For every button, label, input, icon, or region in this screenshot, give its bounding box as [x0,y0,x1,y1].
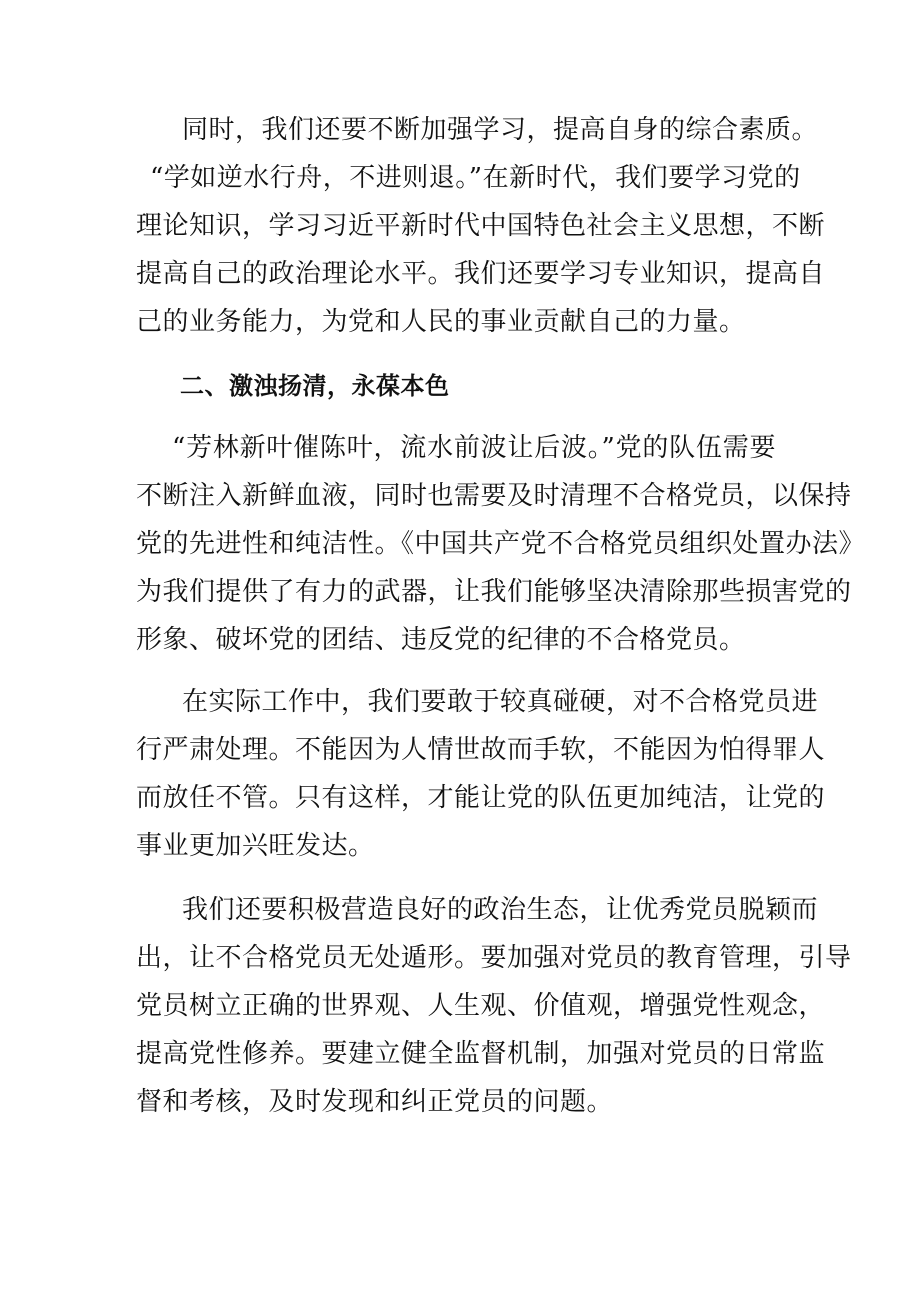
paragraph-3-line-3: 而放任不管。只有这样，才能让党的队伍更加纯洁，让党的 [136,783,826,813]
paragraph-2-line-4: 为我们提供了有力的武器，让我们能够坚决清除那些损害党的 [136,577,852,607]
paragraph-1-line-1: 同时，我们还要不断加强学习，提高自身的综合素质。 [182,115,819,145]
paragraph-4-line-1: 我们还要积极营造良好的政治生态，让优秀党员脱颖而 [182,895,819,925]
paragraph-1-line-2: “学如逆水行舟，不进则退。”在新时代，我们要学习党的 [150,163,801,193]
paragraph-3-line-4: 事业更加兴旺发达。 [136,831,375,861]
paragraph-4-line-5: 督和考核，及时发现和纠正党员的问题。 [136,1087,614,1117]
section-heading: 二、激浊扬清，永葆本色 [180,372,450,400]
paragraph-2-line-1: “芳林新叶催陈叶，流水前波让后波。”党的队伍需要 [172,433,776,463]
paragraph-4-line-2: 出，让不合格党员无处遁形。要加强对党员的教育管理，引导 [136,943,852,973]
paragraph-4-line-3: 党员树立正确的世界观、人生观、价值观，增强党性观念， [136,991,826,1021]
paragraph-1-line-4: 提高自己的政治理论水平。我们还要学习专业知识，提高自 [136,259,826,289]
paragraph-1-line-5: 己的业务能力，为党和人民的事业贡献自己的力量。 [136,307,746,337]
paragraph-2-line-2: 不断注入新鲜血液，同时也需要及时清理不合格党员，以保持 [136,481,852,511]
paragraph-2-line-5: 形象、破坏党的团结、违反党的纪律的不合格党员。 [136,625,746,655]
paragraph-3-line-2: 行严肃处理。不能因为人情世故而手软，不能因为怕得罪人 [136,735,826,765]
paragraph-1-line-3: 理论知识，学习习近平新时代中国特色社会主义思想，不断 [136,211,826,241]
paragraph-3-line-1: 在实际工作中，我们要敢于较真碰硬，对不合格党员进 [182,687,819,717]
paragraph-4-line-4: 提高党性修养。要建立健全监督机制，加强对党员的日常监 [136,1039,826,1069]
paragraph-2-line-3: 党的先进性和纯洁性。《中国共产党不合格党员组织处置办法》 [136,529,866,559]
